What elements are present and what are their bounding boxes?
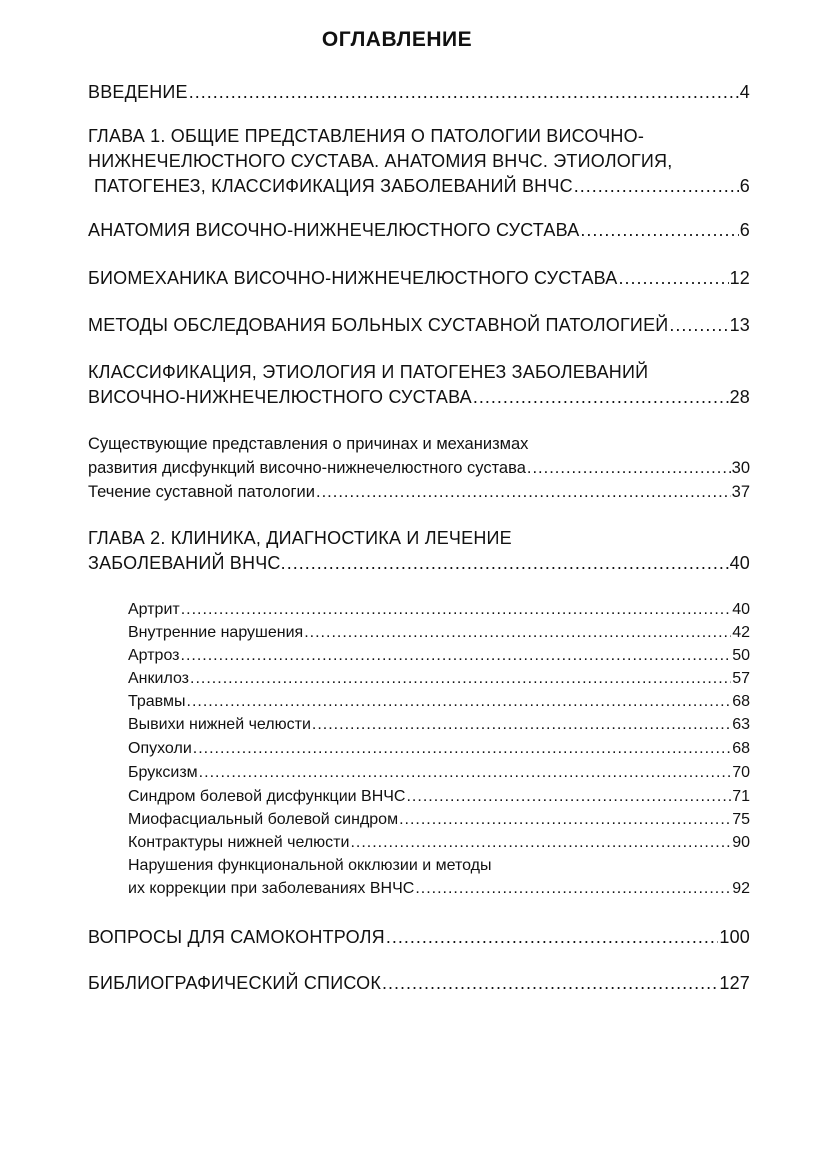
toc-entry-label: развития дисфункций височно-нижнечелюстного сустава <box>88 459 526 477</box>
toc-entry-page: 57 <box>732 670 750 687</box>
leader-dots <box>415 877 731 900</box>
leader-dots <box>181 598 731 621</box>
toc-entry-page: 37 <box>731 483 750 501</box>
leader-dots <box>580 218 738 243</box>
toc-entry-label: ВОПРОСЫ ДЛЯ САМОКОНТРОЛЯ <box>88 927 385 947</box>
leader-dots <box>189 80 739 105</box>
toc-entry-leader-line <box>128 644 750 667</box>
toc-entry-bibliography <box>88 971 750 996</box>
toc-entry-internal-disorders <box>128 621 750 644</box>
leader-dots <box>193 737 731 760</box>
leader-dots <box>350 831 731 854</box>
toc-entry-leader-line <box>88 925 750 950</box>
toc-entry-dislocations <box>128 713 750 736</box>
toc-entry-page: 42 <box>732 624 750 641</box>
toc-entry-page: 4 <box>739 82 750 102</box>
toc-entry-leader-line <box>128 667 750 690</box>
toc-entry-chapter-2 <box>88 526 750 576</box>
toc-entry-label: их коррекции при заболеваниях ВНЧС <box>128 880 415 897</box>
toc-entry-label: Контрактуры нижней челюсти <box>128 834 350 851</box>
toc-entry-chapter-1 <box>88 124 750 199</box>
toc-entry-label: Анкилоз <box>128 670 190 687</box>
toc-entry-label: Вывихи нижней челюсти <box>128 716 311 733</box>
toc-entry-leader-line <box>128 598 750 621</box>
toc-entry-questions <box>88 925 750 950</box>
toc-entry-label: Внутренние нарушения <box>128 624 304 641</box>
toc-entry-page: 13 <box>729 315 750 335</box>
toc-entry-leader-line <box>128 621 750 644</box>
toc-entry-page: 50 <box>732 647 750 664</box>
toc-entry-page: 90 <box>732 834 750 851</box>
toc-entry-label: АНАТОМИЯ ВИСОЧНО-НИЖНЕЧЕЛЮСТНОГО СУСТАВА <box>88 220 580 240</box>
toc-entry-existing-views <box>88 432 750 480</box>
toc-entry-line: Нарушения функциональной окклюзии и методы <box>128 857 492 874</box>
toc-entry-label: Течение суставной патологии <box>88 483 315 501</box>
toc-entry-methods <box>88 313 750 338</box>
toc-entry-leader-line <box>128 690 750 713</box>
toc-entry-label: Артроз <box>128 647 180 664</box>
leader-dots <box>316 480 731 504</box>
page-title: ОГЛАВЛЕНИЕ <box>321 28 473 51</box>
toc-entry-pain-dysfunction <box>128 785 750 808</box>
toc-entry-page: 75 <box>732 811 750 828</box>
toc-entry-label: БИОМЕХАНИКА ВИСОЧНО-НИЖНЕЧЕЛЮСТНОГО СУСТАВА <box>88 268 618 288</box>
leader-dots <box>618 266 728 291</box>
leader-dots <box>187 690 732 713</box>
leader-dots <box>190 667 731 690</box>
leader-dots <box>399 808 731 831</box>
toc-entry-tumors <box>128 737 750 760</box>
toc-entry-arthritis <box>128 598 750 621</box>
leader-dots <box>669 313 728 338</box>
toc-entry-label: Бруксизм <box>128 764 198 781</box>
toc-entry-page: 71 <box>732 788 750 805</box>
toc-entry-label: Миофасциальный болевой синдром <box>128 811 399 828</box>
toc-entry-page: 100 <box>719 927 750 947</box>
leader-dots <box>527 456 731 480</box>
toc-entry-label: БИБЛИОГРАФИЧЕСКИЙ СПИСОК <box>88 973 382 993</box>
leader-dots <box>382 971 718 996</box>
toc-entry-line: ГЛАВА 2. КЛИНИКА, ДИАГНОСТИКА И ЛЕЧЕНИЕ <box>88 528 512 548</box>
toc-entry-anatomy <box>88 218 750 243</box>
toc-entry-leader-line <box>88 456 750 480</box>
leader-dots <box>312 713 731 736</box>
toc-entry-leader-line <box>88 80 750 105</box>
toc-entry-label: Синдром болевой дисфункции ВНЧС <box>128 788 406 805</box>
toc-entry-line: НИЖНЕЧЕЛЮСТНОГО СУСТАВА. АНАТОМИЯ ВНЧС. ЭТИОЛОГИЯ, <box>88 151 673 171</box>
toc-entry-leader-line <box>128 785 750 808</box>
toc-entry-label: Опухоли <box>128 740 192 757</box>
toc-entry-arthrosis <box>128 644 750 667</box>
toc-entry-page: 63 <box>732 716 750 733</box>
toc-entry-label: Артрит <box>128 601 180 618</box>
toc-entry-bruxism <box>128 761 750 784</box>
toc-entry-page: 30 <box>731 459 750 477</box>
toc-entry-page: 40 <box>729 553 750 573</box>
toc-entry-course <box>88 480 750 504</box>
toc-entry-leader-line <box>88 385 750 410</box>
toc-entry-page: 68 <box>732 740 750 757</box>
toc-entry-page: 92 <box>732 880 750 897</box>
toc-entry-line: Существующие представления о причинах и механизмах <box>88 435 529 453</box>
toc-entry-injuries <box>128 690 750 713</box>
toc-entry-leader-line <box>88 971 750 996</box>
toc-entry-leader-line <box>128 877 750 900</box>
toc-entry-page: 40 <box>732 601 750 618</box>
toc-entry-leader-line <box>128 761 750 784</box>
toc-entry-leader-line <box>88 551 750 576</box>
leader-dots <box>181 644 732 667</box>
leader-dots <box>386 925 719 950</box>
leader-dots <box>473 385 729 410</box>
toc-entry-page: 6 <box>739 220 750 240</box>
toc-entry-leader-line <box>128 737 750 760</box>
toc-entry-classification <box>88 360 750 410</box>
toc-entry-page: 68 <box>732 693 750 710</box>
toc-entry-label: Травмы <box>128 693 186 710</box>
leader-dots <box>199 761 732 784</box>
toc-entry-label: ВВЕДЕНИЕ <box>88 82 188 102</box>
toc-entry-page: 70 <box>732 764 750 781</box>
toc-entry-line: ГЛАВА 1. ОБЩИЕ ПРЕДСТАВЛЕНИЯ О ПАТОЛОГИИ ВИСОЧНО- <box>88 126 645 146</box>
toc-entry-leader-line <box>88 313 750 338</box>
toc-entry-leader-line <box>128 831 750 854</box>
toc-entry-line: КЛАССИФИКАЦИЯ, ЭТИОЛОГИЯ И ПАТОГЕНЕЗ ЗАБОЛЕВАНИЙ <box>88 362 649 382</box>
toc-entry-page: 6 <box>739 176 750 196</box>
toc-entry-leader-line <box>128 713 750 736</box>
toc-entry-label: ПАТОГЕНЕЗ, КЛАССИФИКАЦИЯ ЗАБОЛЕВАНИЙ ВНЧС <box>94 176 573 196</box>
toc-entry-label: МЕТОДЫ ОБСЛЕДОВАНИЯ БОЛЬНЫХ СУСТАВНОЙ ПАТОЛОГИЕЙ <box>88 315 669 335</box>
toc-entry-leader-line <box>88 480 750 504</box>
toc-entry-myofascial <box>128 808 750 831</box>
toc-entry-leader-line <box>88 218 750 243</box>
leader-dots <box>406 785 731 808</box>
toc-entry-label: ВИСОЧНО-НИЖНЕЧЕЛЮСТНОГО СУСТАВА <box>88 387 472 407</box>
toc-entry-contractures <box>128 831 750 854</box>
toc-entry-introduction <box>88 80 750 105</box>
leader-dots <box>574 174 739 199</box>
toc-entry-page: 127 <box>719 973 750 993</box>
leader-dots <box>287 551 729 576</box>
leader-dots <box>304 621 731 644</box>
toc-entry-leader-line <box>128 808 750 831</box>
toc-entry-label: ЗАБОЛЕВАНИЙ ВНЧС. <box>88 553 286 573</box>
toc-entry-page: 28 <box>729 387 750 407</box>
toc-entry-biomechanics <box>88 266 750 291</box>
toc-entry-leader-line <box>88 174 750 199</box>
toc-entry-page: 12 <box>729 268 750 288</box>
toc-entry-leader-line <box>88 266 750 291</box>
toc-entry-occlusion <box>128 854 750 900</box>
toc-entry-ankylosis <box>128 667 750 690</box>
